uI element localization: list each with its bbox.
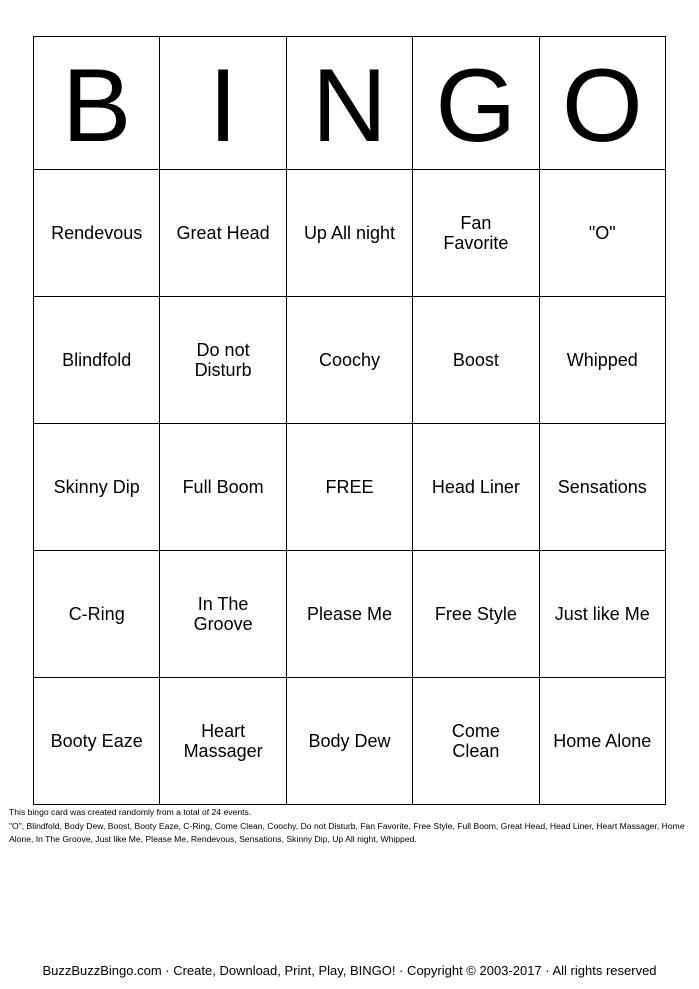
cell-label: Full Boom <box>182 477 264 497</box>
cell-label: Great Head <box>176 223 270 243</box>
cell-label: Coochy <box>318 350 380 370</box>
cell-label: Body Dew <box>308 731 391 751</box>
bingo-cell <box>539 297 665 424</box>
events-note-list: "O", Blindfold, Body Dew, Boost, Booty Eaze, C-Ring, Come Clean, Coochy, Do not Disturb, Fan Favorite, Free Style, Full Boom, Great Head, Head Liner, Heart Massager, Home Alone, In The Groove, Just like Me, Please Me, Rendevous, Sensations, Skinny Dip, Up All night, Whipped. <box>9 820 685 844</box>
cell-label: Rendevous <box>51 223 143 243</box>
footer-copyright: BuzzBuzzBingo.com · Create, Download, Print, Play, BINGO! · Copyright © 2003-2017 · All rights reserved <box>42 963 657 978</box>
cell-label: Free Style <box>434 604 517 624</box>
bingo-cell <box>413 424 539 551</box>
bingo-cell <box>34 678 160 805</box>
cell-label: Heart Massager <box>183 721 263 761</box>
bingo-cell <box>539 424 665 551</box>
bingo-cell <box>286 297 412 424</box>
bingo-cell <box>160 678 286 805</box>
cell-label: C-Ring <box>68 604 125 624</box>
bingo-row-2 <box>34 297 666 424</box>
cell-label: FREE <box>325 477 374 497</box>
cell-label: Fan Favorite <box>443 213 509 253</box>
bingo-row-4 <box>34 551 666 678</box>
events-note <box>9 806 691 847</box>
bingo-cell <box>413 678 539 805</box>
cell-label: "O" <box>588 223 616 243</box>
cell-label: Please Me <box>306 604 392 624</box>
header-letter-o: O <box>539 37 665 170</box>
bingo-row-3 <box>34 424 666 551</box>
bingo-cell <box>413 170 539 297</box>
free-space-cell <box>286 424 412 551</box>
bingo-cell <box>34 170 160 297</box>
header-letter-n: N <box>286 37 412 170</box>
bingo-cell <box>539 170 665 297</box>
header-letter-i: I <box>160 37 286 170</box>
cell-label: Just like Me <box>554 604 650 624</box>
header-letter-g: G <box>413 37 539 170</box>
bingo-cell <box>539 678 665 805</box>
bingo-card <box>33 36 666 805</box>
bingo-cell <box>34 297 160 424</box>
events-note-summary: This bingo card was created randomly from a total of 24 events. <box>9 807 252 817</box>
bingo-cell <box>160 170 286 297</box>
cell-label: Blindfold <box>62 350 132 370</box>
cell-label: Skinny Dip <box>53 477 140 497</box>
cell-label: In The Groove <box>193 594 253 634</box>
bingo-cell <box>34 551 160 678</box>
bingo-cell <box>413 297 539 424</box>
cell-label: Whipped <box>566 350 638 370</box>
bingo-cell <box>34 424 160 551</box>
cell-label: Home Alone <box>553 731 652 751</box>
bingo-cell <box>286 170 412 297</box>
cell-label: Booty Eaze <box>50 731 143 751</box>
header-letter-b: B <box>34 37 160 170</box>
cell-label: Do not Disturb <box>194 340 252 380</box>
bingo-cell <box>160 424 286 551</box>
bingo-cell <box>160 297 286 424</box>
bingo-cell <box>286 551 412 678</box>
bingo-cell <box>539 551 665 678</box>
bingo-row-1 <box>34 170 666 297</box>
bingo-cell <box>160 551 286 678</box>
bingo-header-row <box>34 37 666 170</box>
bingo-cell <box>413 551 539 678</box>
cell-label: Head Liner <box>431 477 520 497</box>
cell-label: Up All night <box>303 223 395 243</box>
bingo-row-5 <box>34 678 666 805</box>
cell-label: Come Clean <box>451 721 500 761</box>
cell-label: Sensations <box>557 477 647 497</box>
bingo-cell <box>286 678 412 805</box>
cell-label: Boost <box>452 350 499 370</box>
